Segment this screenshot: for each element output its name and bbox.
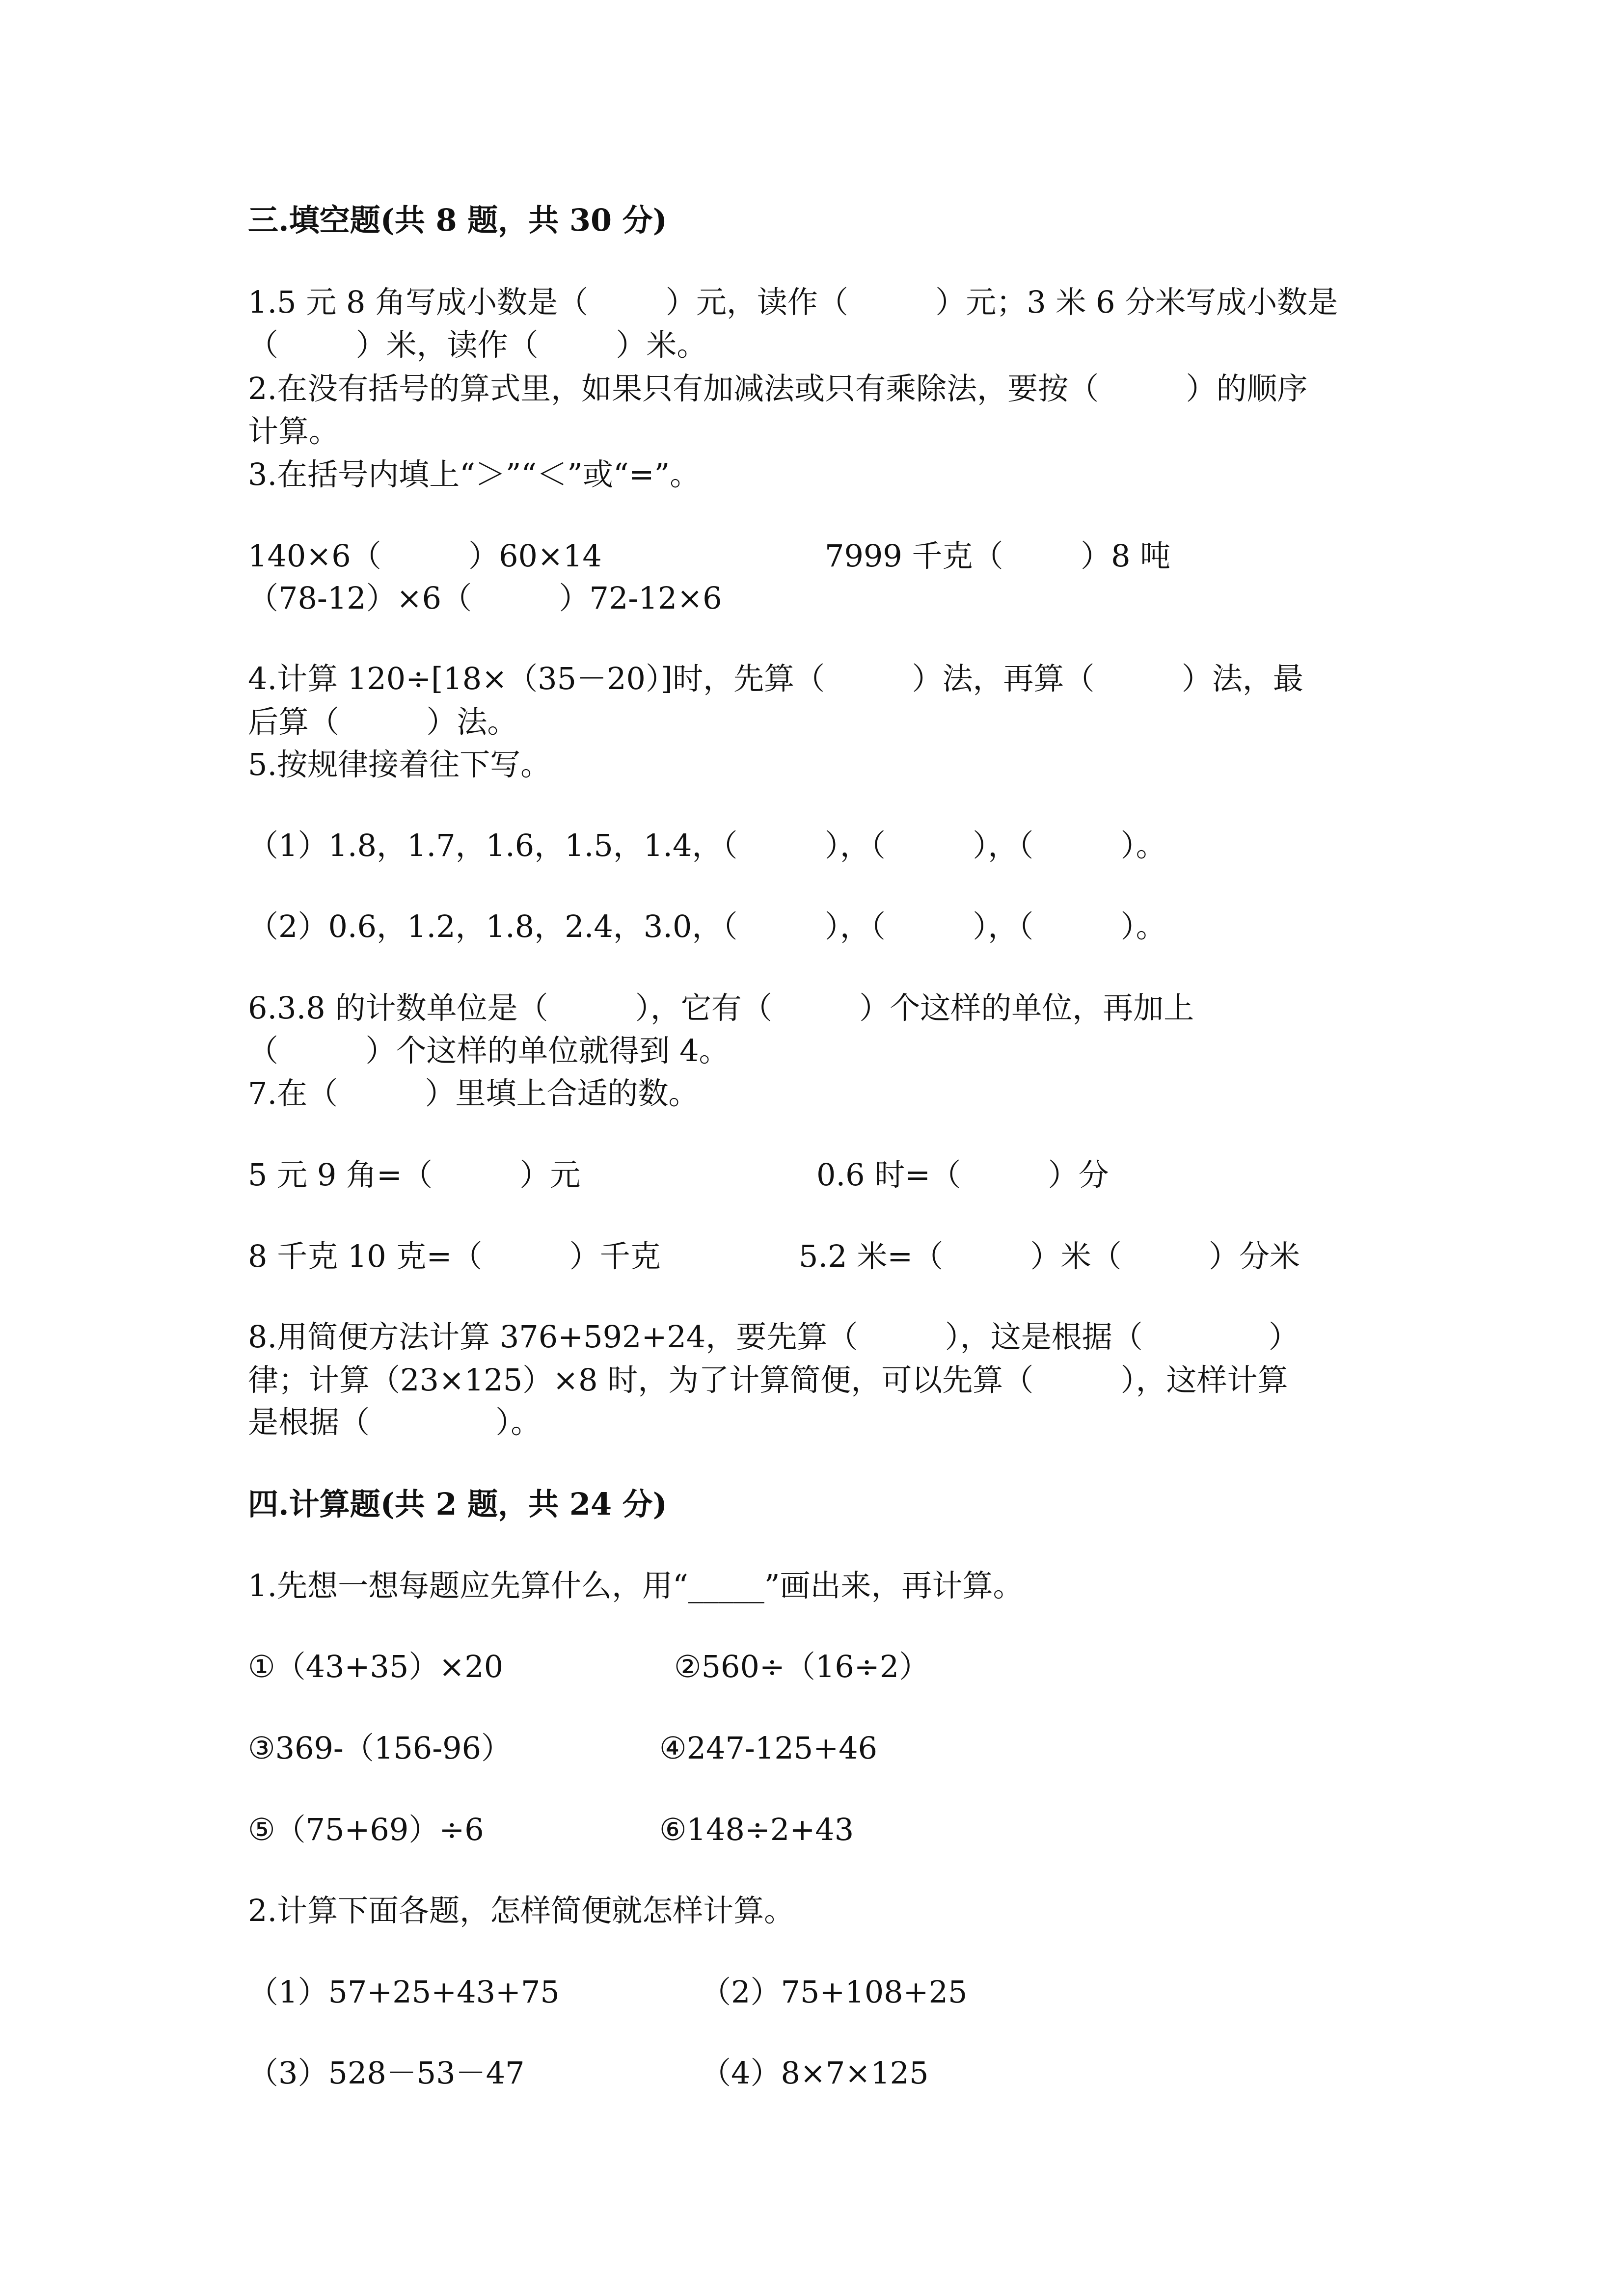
calc-q2-item4: （4）8×7×125: [701, 2055, 929, 2091]
q1-line1: 1.5 元 8 角写成小数是（ ）元，读作（ ）元；3 米 6 分米写成小数是: [248, 284, 1338, 320]
q1-line2: （ ）米，读作（ ）米。: [248, 327, 707, 363]
calc-q2-item2: （2）75+108+25: [701, 1974, 968, 2010]
q8-line1: 8.用简便方法计算 376+592+24，要先算（ ），这是根据（ ）: [248, 1319, 1299, 1355]
q2-line2: 计算。: [248, 413, 340, 449]
q5-line1: 5.按规律接着往下写。: [248, 747, 551, 782]
q7-item1: 5 元 9 角=（ ）元: [248, 1157, 581, 1193]
q2-line1: 2.在没有括号的算式里，如果只有加减法或只有乘除法，要按（ ）的顺序: [248, 371, 1308, 406]
q7-item4: 5.2 米=（ ）米（ ）分米: [799, 1238, 1300, 1274]
q3-item1: 140×6（ ）60×14: [248, 538, 602, 574]
q7-line1: 7.在（ ）里填上合适的数。: [248, 1075, 699, 1111]
q6-line1: 6.3.8 的计数单位是（ ），它有（ ）个这样的单位，再加上: [248, 990, 1194, 1026]
q3-item2: 7999 千克（ ）8 吨: [825, 538, 1171, 574]
q7-item2: 0.6 时=（ ）分: [816, 1157, 1109, 1193]
section4-heading: 四.计算题(共 2 题，共 24 分): [248, 1486, 668, 1522]
calc-q1-item3: ③369-（156-96）: [248, 1730, 512, 1766]
calc-q1-item5: ⑤（75+69）÷6: [248, 1812, 484, 1847]
q8-line2: 律；计算（23×125）×8 时，为了计算简便，可以先算（ ），这样计算: [248, 1362, 1288, 1398]
calc-q1-item6: ⑥148÷2+43: [659, 1812, 854, 1847]
calc-q1-item1: ①（43+35）×20: [248, 1649, 504, 1684]
calc-q1-line1: 1.先想一想每题应先算什么，用“_____”画出来，再计算。: [248, 1568, 1024, 1603]
q4-line2: 后算（ ）法。: [248, 704, 518, 740]
q4-line1: 4.计算 120÷[18×（35－20）]时，先算（ ）法，再算（ ）法，最: [248, 661, 1303, 696]
q3-item3: （78-12）×6（ ）72-12×6: [248, 580, 722, 616]
section3-heading: 三.填空题(共 8 题，共 30 分): [248, 202, 668, 238]
q8-line3: 是根据（ ）。: [248, 1404, 541, 1440]
q7-item3: 8 千克 10 克=（ ）千克: [248, 1238, 661, 1274]
q5-item1: （1）1.8，1.7，1.6，1.5，1.4，（ ），（ ），（ ）。: [248, 828, 1166, 863]
calc-q2-item3: （3）528－53－47: [248, 2055, 525, 2091]
q6-line2: （ ）个这样的单位就得到 4。: [248, 1033, 730, 1068]
calc-q1-item4: ④247-125+46: [659, 1730, 878, 1766]
q5-item2: （2）0.6，1.2，1.8，2.4，3.0，（ ），（ ），（ ）。: [248, 908, 1166, 944]
calc-q2-line1: 2.计算下面各题，怎样简便就怎样计算。: [248, 1893, 795, 1928]
calc-q2-item1: （1）57+25+43+75: [248, 1974, 560, 2010]
q3-line1: 3.在括号内填上“＞”“＜”或“=”。: [248, 456, 701, 492]
calc-q1-item2: ②560÷（16÷2）: [674, 1649, 930, 1684]
